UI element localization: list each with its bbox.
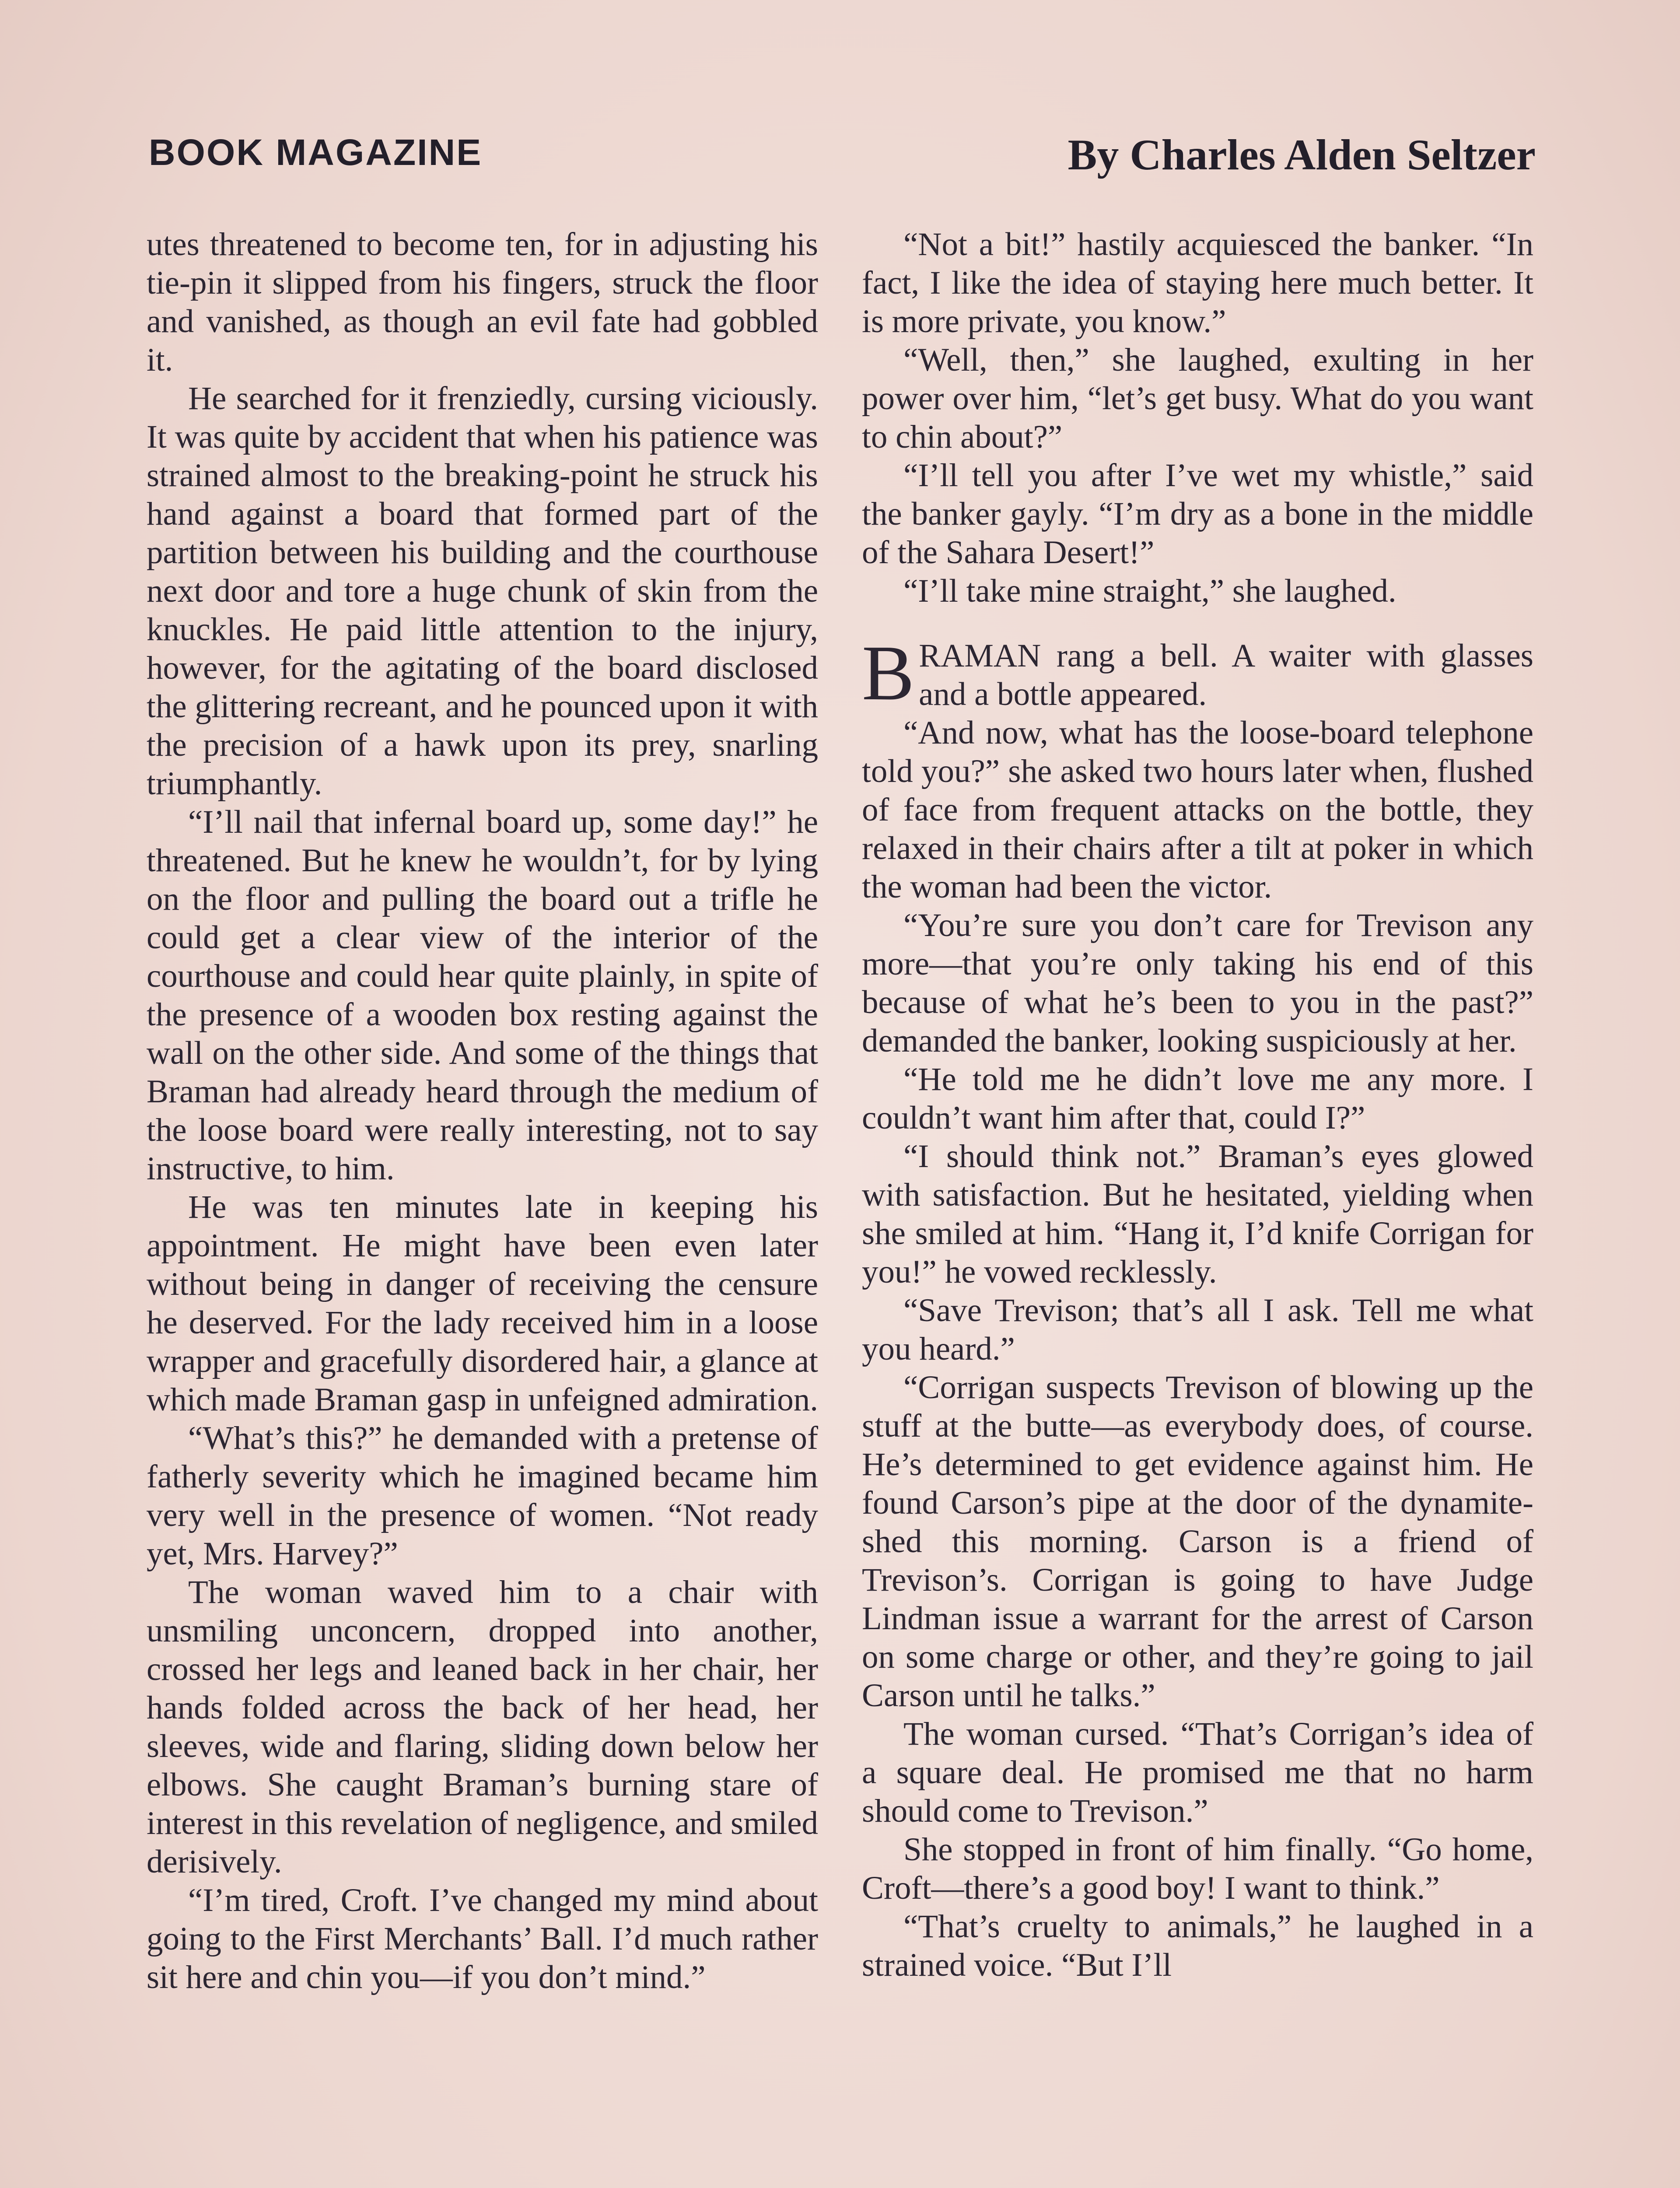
running-head-magazine: BOOK MAGAZINE [149,132,483,173]
paragraph: “What’s this?” he demanded with a pretense of fatherly severity which he imagined became him very well in the presence of women. “Not ready yet, Mrs. Harvey?” [147,1420,818,1572]
left-column [147,225,818,1997]
drop-cap: B [862,629,915,716]
paragraph: She stopped in front of him finally. “Go home, Croft—there’s a good boy! I want to think.” [862,1831,1533,1906]
paragraph: “I’ll tell you after I’ve wet my whistle,” said the banker gayly. “I’m dry as a bone in the middle of the Sahara Desert!” [862,457,1533,571]
paragraph: utes threatened to become ten, for in adjusting his tie-pin it slipped from his fingers, struck the floor and vanished, as though an evil fate had gobbled it. [147,226,818,378]
paragraph: “And now, what has the loose-board telephone told you?” she asked two hours later when, flushed of face from frequent attacks on the bottle, they relaxed in their chairs after a tilt at poker in which the woman had been the victor. [862,715,1533,905]
paragraph: He searched for it frenziedly, cursing viciously. It was quite by accident that when his patience was strained almost to the breaking-point he struck his hand against a board that formed part of the partition between his building and the courthouse next door and tore a huge chunk of skin from the knuckles. He paid little attention to the injury, however, for the agitating of the board disclosed the glittering recreant, and he pounced upon it with the precision of a hawk upon its prey, snarling triumphantly. [147,380,818,802]
paragraph: “I’ll take mine straight,” she laughed. [903,573,1396,609]
dropcap-paragraph [862,629,1533,716]
right-column [862,225,1533,1985]
paragraph: The woman cursed. “That’s Corrigan’s idea of a square deal. He promised me that no harm should come to Trevison.” [862,1716,1533,1829]
paragraph: “That’s cruelty to animals,” he laughed in a strained voice. “But I’ll [862,1908,1533,1983]
paragraph: The woman waved him to a chair with unsmiling unconcern, dropped into another, crossed her legs and leaned back in her chair, her hands folded across the back of her head, her sleeves, wide and flaring, sliding down below her elbows. She caught Braman’s burning stare of interest in this revelation of negligence, and smiled derisively. [147,1574,818,1880]
paragraph: “Save Trevison; that’s all I ask. Tell me what you heard.” [862,1292,1533,1367]
paragraph: “Corrigan suspects Trevison of blowing up the stuff at the butte—as everybody does, of course. He’s determined to get evidence against him. He found Carson’s pipe at the door of the dynamite-shed this morning. Carson is a friend of Trevison’s. Corrigan is going to have Judge Lindman issue a warrant for the arrest of Carson on some charge or other, and they’re going to jail Carson until he talks.” [862,1369,1533,1714]
paragraph: “Well, then,” she laughed, exulting in her power over him, “let’s get busy. What do you want to chin about?” [862,342,1533,455]
paragraph: He was ten minutes late in keeping his appointment. He might have been even later without being in danger of receiving the censure he deserved. For the lady received him in a loose wrapper and gracefully disordered hair, a glance at which made Braman gasp in unfeigned admiration. [147,1189,818,1418]
paragraph: “I’m tired, Croft. I’ve changed my mind about going to the First Merchants’ Ball. I’d much rather sit here and chin you—if you don’t mind.” [147,1882,818,1995]
paragraph: “I should think not.” Braman’s eyes glowed with satisfaction. But he hesitated, yielding when she smiled at him. “Hang it, I’d knife Corrigan for you!” he vowed recklessly. [862,1138,1533,1290]
dropcap-paragraph-text: RAMAN rang a bell. A waiter with glasses and a bottle appeared. [919,638,1533,712]
paragraph: “I’ll nail that infernal board up, some day!” he threatened. But he knew he wouldn’t, for by lying on the floor and pulling the board out a trifle he could get a clear view of the interior of the courthouse and could hear quite plainly, in spite of the presence of a wooden box resting against the wall on the other side. And some of the things that Braman had already heard through the medium of the loose board were really interesting, not to say instructive, to him. [147,804,818,1187]
paragraph: “You’re sure you don’t care for Trevison any more—that you’re only taking his end of this because of what he’s been to you in the past?” demanded the banker, looking suspiciously at her. [862,907,1533,1059]
paragraph: “Not a bit!” hastily acquiesced the banker. “In fact, I like the idea of staying here much better. It is more private, you know.” [862,226,1533,340]
paragraph: “He told me he didn’t love me any more. I couldn’t want him after that, could I?” [862,1061,1533,1136]
running-head-author: By Charles Alden Seltzer [1068,130,1536,179]
section-break [862,610,1533,637]
